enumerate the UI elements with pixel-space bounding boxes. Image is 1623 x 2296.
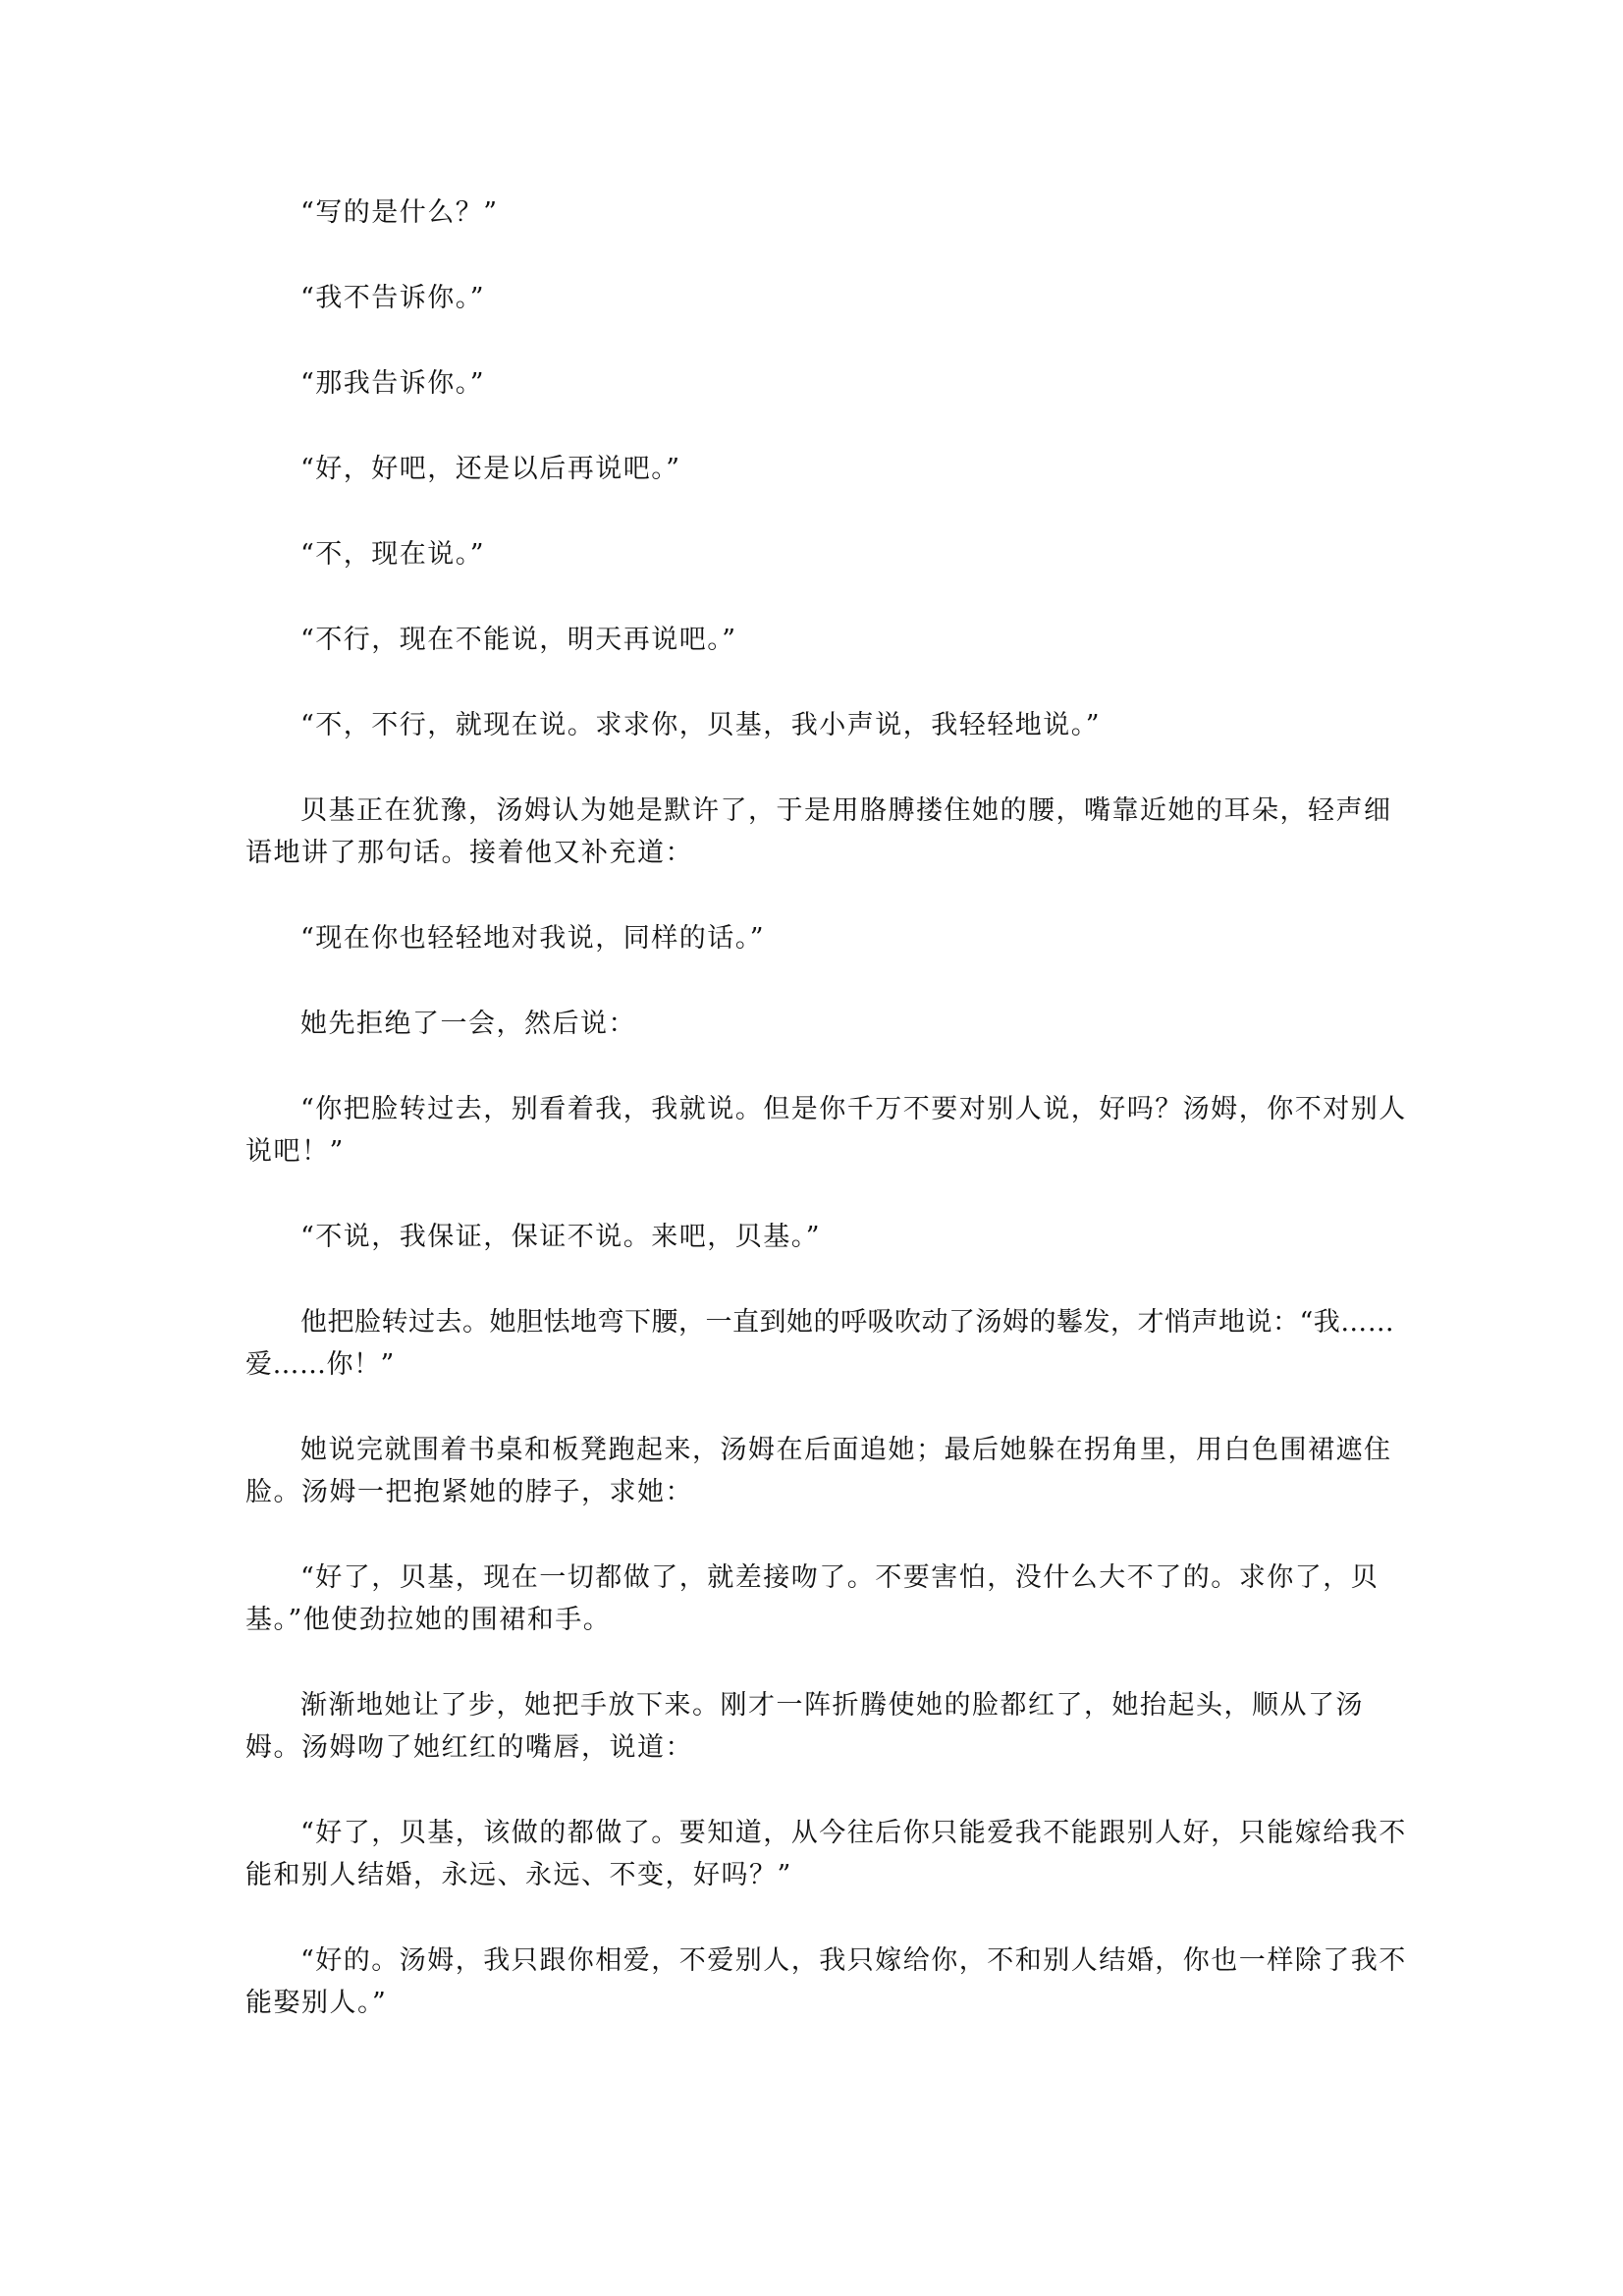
paragraph-2: “我不告诉你。” xyxy=(300,283,486,313)
paragraph-13: 他把脸转过去。她胆怯地弯下腰，一直到她的呼吸吹动了汤姆的鬈发，才悄声地说：“我……爱……你！” xyxy=(245,1307,1395,1380)
paragraph-17: “好了，贝基，该做的都做了。要知道，从今往后你只能爱我不能跟别人好，只能嫁给我不能和别人结婚，永远、永远、不变，好吗？” xyxy=(245,1818,1407,1890)
paragraph-10: 她先拒绝了一会，然后说： xyxy=(300,1009,636,1039)
paragraph-8: 贝基正在犹豫，汤姆认为她是默许了，于是用胳膊搂住她的腰，嘴靠近她的耳朵，轻声细语地讲了那句话。接着他又补充道： xyxy=(245,795,1392,868)
paragraph-12: “不说，我保证，保证不说。来吧，贝基。” xyxy=(300,1222,822,1252)
paragraph-9: “现在你也轻轻地对我说，同样的话。” xyxy=(300,923,766,954)
paragraph-18: “好的。汤姆，我只跟你相爱，不爱别人，我只嫁给你，不和别人结婚，你也一样除了我不能娶别人。” xyxy=(245,1945,1407,2018)
paragraph-7: “不，不行，就现在说。求求你，贝基，我小声说，我轻轻地说。” xyxy=(300,710,1102,740)
paragraph-11: “你把脸转过去，别看着我，我就说。但是你千万不要对别人说，好吗？汤姆，你不对别人说吧！” xyxy=(245,1094,1407,1167)
paragraph-1: “写的是什么？” xyxy=(300,197,499,228)
paragraph-3: “那我告诉你。” xyxy=(300,368,486,399)
paragraph-6: “不行，现在不能说，明天再说吧。” xyxy=(300,625,737,655)
text-body xyxy=(245,191,1409,2067)
paragraph-4: “好，好吧，还是以后再说吧。” xyxy=(300,454,681,484)
paragraph-14: 她说完就围着书桌和板凳跑起来，汤姆在后面追她；最后她躲在拐角里，用白色围裙遮住脸。汤姆一把抱紧她的脖子，求她： xyxy=(245,1435,1392,1507)
paragraph-15: “好了，贝基，现在一切都做了，就差接吻了。不要害怕，没什么大不了的。求你了，贝基。”他使劲拉她的围裙和手。 xyxy=(245,1562,1380,1635)
paragraph-16: 渐渐地她让了步，她把手放下来。刚才一阵折腾使她的脸都红了，她抬起头，顺从了汤姆。汤姆吻了她红红的嘴唇，说道： xyxy=(245,1690,1364,1763)
paragraph-5: “不，现在说。” xyxy=(300,539,486,570)
